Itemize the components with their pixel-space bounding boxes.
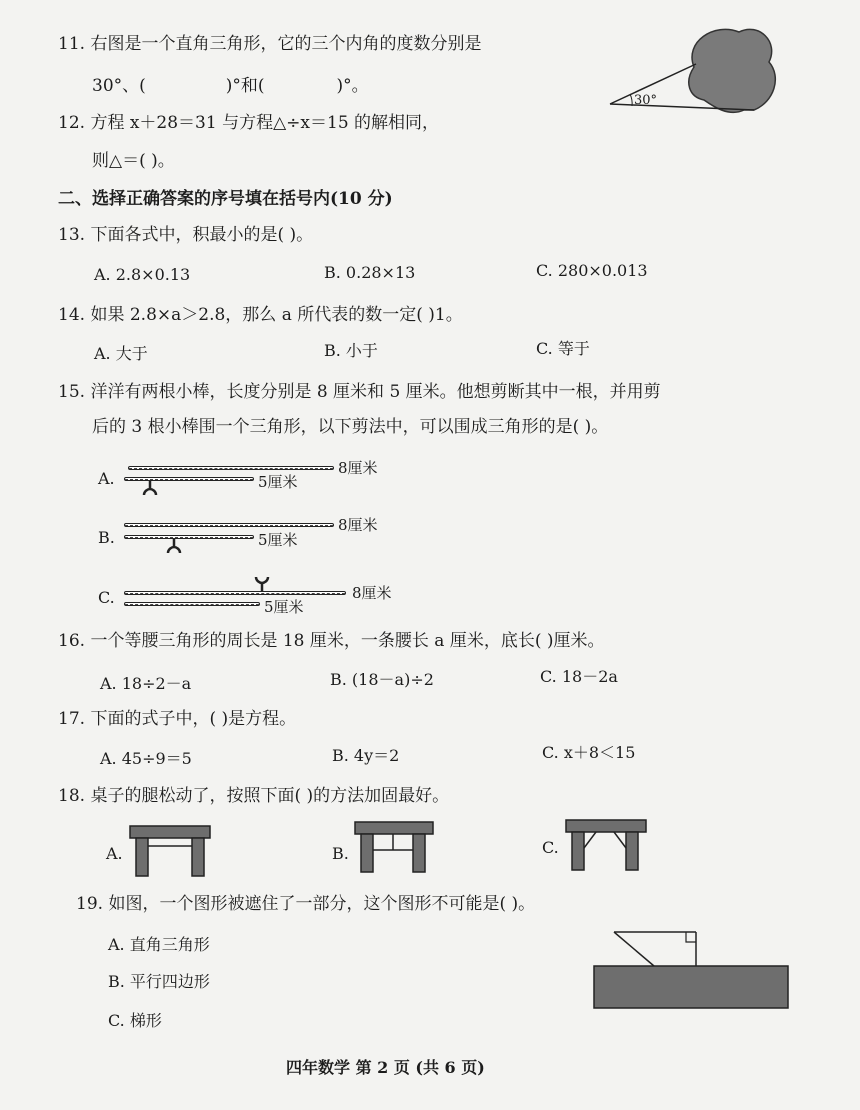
q11-answer-blank-1[interactable]: 30°、( — [92, 76, 146, 96]
q11-triangle-figure — [604, 22, 784, 112]
stick-8cm-c — [124, 591, 346, 595]
q14-option-c[interactable]: C. 等于 — [536, 339, 590, 358]
q11-answer-blank-2[interactable]: )°和( — [225, 76, 265, 96]
q17-option-b[interactable]: B. 4y＝2 — [332, 746, 400, 765]
q18-option-a[interactable]: A. — [106, 844, 123, 863]
q15-option-b[interactable]: B. — [98, 528, 115, 547]
label-8cm-b: 8厘米 — [338, 516, 378, 534]
table-b-figure — [355, 822, 435, 874]
q19-option-c[interactable]: C. 梯形 — [108, 1011, 162, 1030]
scissors-icon — [140, 481, 160, 497]
q13-text: 13. 下面各式中，积最小的是( )。 — [58, 225, 314, 245]
q14-option-a[interactable]: A. 大于 — [94, 344, 148, 363]
q15-option-a[interactable]: A. — [98, 469, 115, 488]
q12-line2[interactable]: 则△＝( )。 — [92, 151, 175, 171]
label-8cm-a: 8厘米 — [338, 459, 378, 477]
stick-5cm-c — [124, 602, 260, 606]
q13-option-b[interactable]: B. 0.28×13 — [324, 263, 416, 282]
scissors-icon — [164, 539, 184, 555]
label-5cm-a: 5厘米 — [258, 473, 298, 491]
label-5cm-c: 5厘米 — [264, 598, 304, 616]
q14-text: 14. 如果 2.8×a＞2.8，那么 a 所代表的数一定( )1。 — [58, 305, 463, 325]
stick-5cm-b — [124, 535, 254, 539]
label-5cm-b: 5厘米 — [258, 531, 298, 549]
stick-8cm-a — [128, 466, 334, 470]
q13-option-a[interactable]: A. 2.8×0.13 — [94, 265, 191, 284]
q14-option-b[interactable]: B. 小于 — [324, 341, 378, 360]
q11-line1: 11. 右图是一个直角三角形，它的三个内角的度数分别是 — [58, 34, 482, 54]
q19-option-b[interactable]: B. 平行四边形 — [108, 972, 210, 991]
table-a-figure — [130, 826, 212, 878]
q15-option-c[interactable]: C. — [98, 588, 115, 607]
q19-option-a[interactable]: A. 直角三角形 — [108, 935, 210, 954]
stick-8cm-b — [124, 523, 334, 527]
q16-text: 16. 一个等腰三角形的周长是 18 厘米，一条腰长 a 厘米，底长( )厘米。 — [58, 631, 605, 651]
q11-line2: 30°、( )°和( )°。 — [92, 76, 369, 96]
q12-line1: 12. 方程 x＋28＝31 与方程△÷x＝15 的解相同， — [58, 113, 440, 133]
q17-option-a[interactable]: A. 45÷9＝5 — [100, 749, 192, 768]
q15-line2: 后的 3 根小棒围一个三角形，以下剪法中，可以围成三角形的是( )。 — [92, 417, 609, 437]
q16-option-b[interactable]: B. (18－a)÷2 — [330, 670, 434, 689]
label-8cm-c: 8厘米 — [352, 584, 392, 602]
scissors-icon — [252, 575, 272, 591]
section-2-title: 二、选择正确答案的序号填在括号内(10 分) — [58, 189, 393, 209]
q19-covered-figure — [592, 928, 792, 1018]
q17-text: 17. 下面的式子中，( )是方程。 — [58, 709, 297, 729]
q13-option-c[interactable]: C. 280×0.013 — [536, 261, 648, 280]
q17-option-c[interactable]: C. x＋8＜15 — [542, 743, 636, 762]
cover-rectangle — [594, 966, 788, 1008]
q16-option-a[interactable]: A. 18÷2－a — [100, 674, 192, 693]
page-footer: 四年数学 第 2 页 (共 6 页) — [286, 1058, 485, 1077]
q18-option-c[interactable]: C. — [542, 838, 559, 857]
q19-text: 19. 如图，一个图形被遮住了一部分，这个图形不可能是( )。 — [76, 894, 536, 914]
q18-option-b[interactable]: B. — [332, 844, 349, 863]
cover-cloud-shape — [689, 29, 776, 112]
angle-label: 30° — [634, 93, 658, 108]
table-c-figure — [566, 820, 648, 872]
q15-line1: 15. 洋洋有两根小棒，长度分别是 8 厘米和 5 厘米。他想剪断其中一根，并用剪 — [58, 382, 661, 402]
q18-text: 18. 桌子的腿松动了，按照下面( )的方法加固最好。 — [58, 786, 450, 806]
q16-option-c[interactable]: C. 18－2a — [540, 667, 618, 686]
